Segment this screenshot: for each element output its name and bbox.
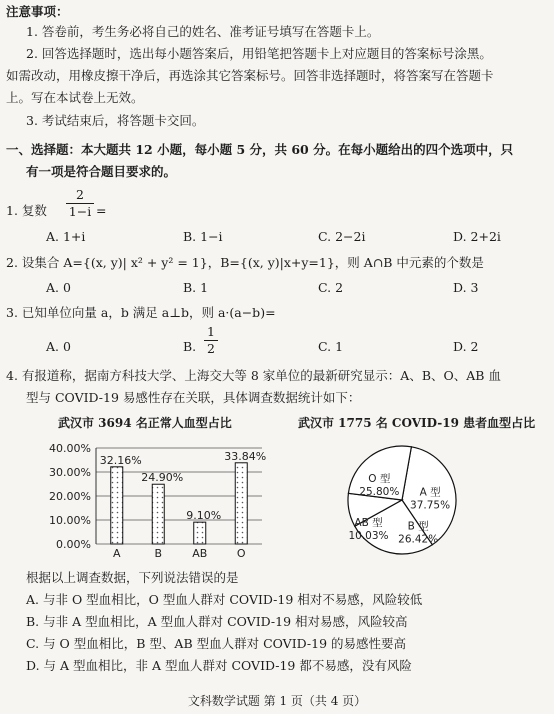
bar-chart-title: 武汉市 3694 名正常人血型占比 <box>58 416 232 430</box>
q4-option-b: B. 与非 A 型血相比，A 型血人群对 COVID-19 相对易感，风险较高 <box>26 614 408 629</box>
q3-option-b-numerator: 1 <box>207 324 215 339</box>
q2-option-a: A. 0 <box>46 280 71 295</box>
bar-chart-ytick: 30.00% <box>49 466 91 479</box>
bar-b <box>152 484 164 544</box>
bar-chart-ytick: 40.00% <box>49 442 91 455</box>
q1-option-c: C. 2−2i <box>318 229 366 244</box>
pie-chart-title: 武汉市 1775 名 COVID-19 患者血型占比 <box>298 416 536 430</box>
bar-value-label: 33.84% <box>224 449 267 463</box>
bar-ab <box>194 522 206 544</box>
q3-stem: 3. 已知单位向量 a，b 满足 a⊥b，则 a·(a−b)= <box>6 305 276 320</box>
section-heading-line-2: 有一项是符合题目要求的。 <box>26 164 177 179</box>
q2-option-b: B. 1 <box>183 280 209 295</box>
bar-value-label: 24.90% <box>141 471 184 485</box>
q1-fraction-denominator: 1−i <box>68 204 92 219</box>
q3-option-c: C. 1 <box>318 339 344 354</box>
pie-slice-label: O 型 <box>368 472 391 485</box>
bar-value-label: 9.10% <box>186 509 222 523</box>
q1-option-a: A. 1+i <box>46 229 86 244</box>
q2-option-d: D. 3 <box>453 280 479 295</box>
pie-slice-label: B 型 <box>407 520 429 533</box>
q1-option-d: D. 2+2i <box>453 229 501 244</box>
pie-slice-value: 25.80% <box>359 485 400 498</box>
bar-chart-ytick: 10.00% <box>49 514 91 527</box>
q1-stem: 1. 复数 <box>6 203 47 218</box>
bar-a <box>111 467 123 544</box>
q4-question: 根据以上调查数据，下列说法错误的是 <box>26 570 239 585</box>
bar-category-label: A <box>112 547 121 560</box>
q4-option-c: C. 与 O 型血相比，B 型、AB 型血人群对 COVID-19 的易感性要高 <box>26 636 406 651</box>
q1-fraction-numerator: 2 <box>76 187 84 202</box>
bar-category-label: B <box>154 547 163 560</box>
bar-chart <box>0 430 290 570</box>
pie-slice-label: A 型 <box>419 486 441 499</box>
q4-stem-line-1: 4. 有报道称，据南方科技大学、上海交大等 8 家单位的最新研究显示：A、B、O、AB 血 <box>6 368 501 383</box>
notice-item-2-line-2: 如需改动，用橡皮擦干净后，再选涂其它答案标号。回答非选择题时，将答案写在答题卡 <box>6 68 494 83</box>
notice-item-2-line-3: 上。写在本试卷上无效。 <box>6 90 144 105</box>
bar-category-label: AB <box>192 547 208 560</box>
notice-item-1: 1. 答卷前，考生务必将自己的姓名、准考证号填写在答题卡上。 <box>26 24 380 39</box>
q1-fraction <box>66 188 94 219</box>
q3-option-b-label: B. <box>183 339 197 354</box>
notice-heading: 注意事项： <box>6 4 69 19</box>
q3-option-b-denominator: 2 <box>207 341 215 356</box>
q4-option-d: D. 与 A 型血相比，非 A 型血人群对 COVID-19 都不易感，没有风险 <box>26 658 412 673</box>
q1-equals: = <box>96 203 107 218</box>
pie-slice-value: 10.03% <box>348 530 389 543</box>
bar-value-label: 32.16% <box>99 453 142 467</box>
bar-o <box>235 463 247 544</box>
q2-stem: 2. 设集合 A={(x, y)| x² + y² = 1}，B={(x, y)|x+y=1}，则 A∩B 中元素的个数是 <box>6 255 484 270</box>
section-heading-line-1: 一、选择题：本大题共 12 小题，每小题 5 分，共 60 分。在每小题给出的四个选项中，只 <box>6 142 514 157</box>
q1-option-b: B. 1−i <box>183 229 223 244</box>
pie-slice-value: 37.75% <box>410 499 451 512</box>
q3-option-d: D. 2 <box>453 339 479 354</box>
bar-chart-ytick: 0.00% <box>56 538 91 551</box>
pie-slice-value: 26.42% <box>398 533 439 546</box>
q4-option-a: A. 与非 O 型血相比，O 型血人群对 COVID-19 相对不易感，风险较低 <box>26 592 423 607</box>
q3-option-b-fraction <box>204 325 218 356</box>
bar-chart-ytick: 20.00% <box>49 490 91 503</box>
pie-chart <box>330 440 480 560</box>
notice-item-2-line-1: 2. 回答选择题时，选出每小题答案后，用铅笔把答题卡上对应题目的答案标号涂黑。 <box>26 46 492 61</box>
notice-item-3: 3. 考试结束后，将答题卡交回。 <box>26 113 205 128</box>
q3-option-a: A. 0 <box>46 339 71 354</box>
page-footer: 文科数学试题 第 1 页（共 4 页） <box>187 694 367 708</box>
q4-stem-line-2: 型与 COVID-19 易感性存在关联，具体调查数据统计如下： <box>26 390 361 405</box>
pie-slice-label: AB 型 <box>354 517 383 530</box>
q2-option-c: C. 2 <box>318 280 344 295</box>
bar-category-label: O <box>236 547 246 560</box>
